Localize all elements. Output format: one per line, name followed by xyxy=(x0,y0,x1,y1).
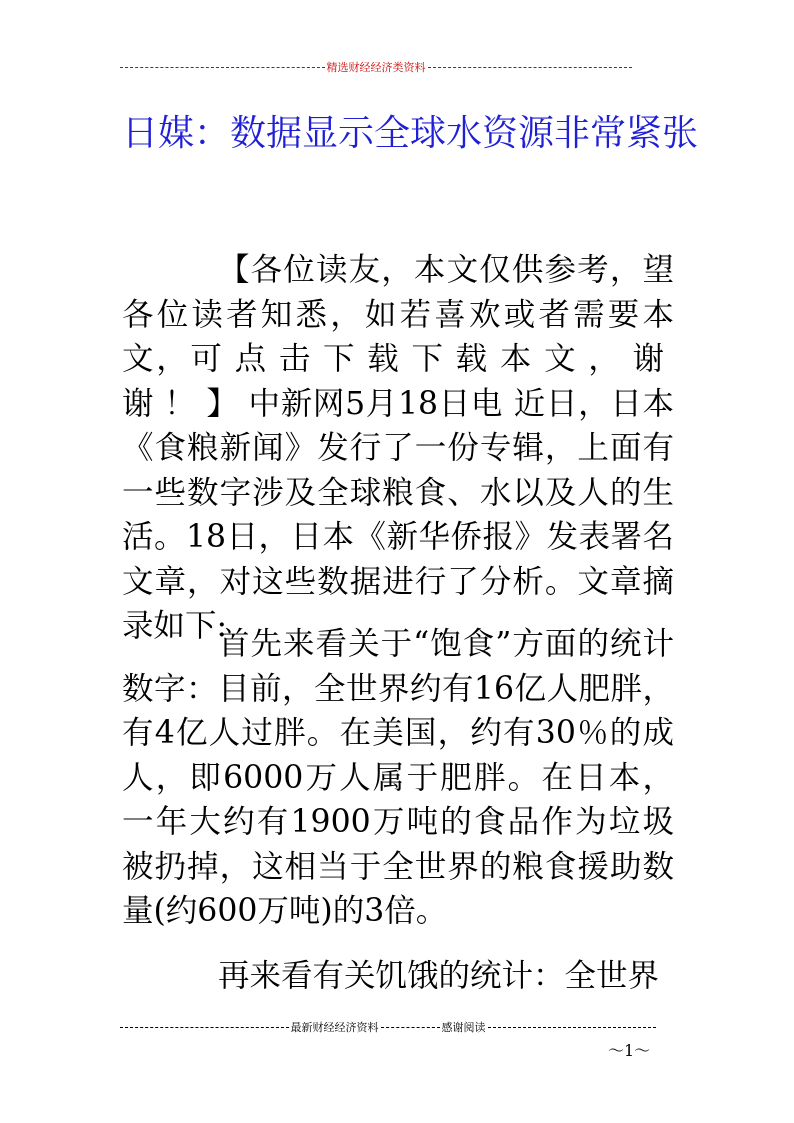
paragraph-hunger-stats: 再来看有关饥饿的统计：全世界 xyxy=(218,958,660,994)
page-footer xyxy=(120,1018,656,1036)
header-dash-right xyxy=(428,67,633,68)
intro-notice: 【各位读友，本文仅供参考，望各位读者知悉，如若喜欢或者需要本文， xyxy=(122,252,674,377)
intro-download-note: 可点击下载下载本文，谢谢！】 xyxy=(122,341,674,422)
page-header xyxy=(120,58,632,76)
footer-left-label: 最新财经经济资料 xyxy=(290,1021,379,1034)
footer-right-label: 感谢阅读 xyxy=(441,1021,486,1034)
footer-dash-right xyxy=(488,1027,657,1028)
header-label: 精选财经经济类资料 xyxy=(326,61,426,74)
paragraph-satiety-stats: 首先来看关于“饱食”方面的统计数字：目前，全世界约有16亿人肥胖，有4亿人过胖。在美国，约有30％的成人，即6000万人属于肥胖。在日本，一年大约有1900万吨的食品作为垃圾被扔掉，这相当于全世界的粮食援助数量(约600万吨)的3倍。 xyxy=(122,626,674,929)
footer-dash-left xyxy=(120,1027,289,1028)
paragraph-intro xyxy=(122,248,674,649)
document-title: 日媒：数据显示全球水资源非常紧张 xyxy=(122,113,699,154)
page-number: ～1～ xyxy=(608,1041,651,1060)
footer-dash-middle xyxy=(381,1027,440,1028)
header-dash-left xyxy=(120,67,325,68)
intro-news-text: 中新网5月18日电 近日，日本《食粮新闻》发行了一份专辑，上面有一些数字涉及全球粮食、水以及人的生活。18日，日本《新华侨报》发表署名文章，对这些数据进行了分析。文章摘录如下: xyxy=(122,385,674,644)
